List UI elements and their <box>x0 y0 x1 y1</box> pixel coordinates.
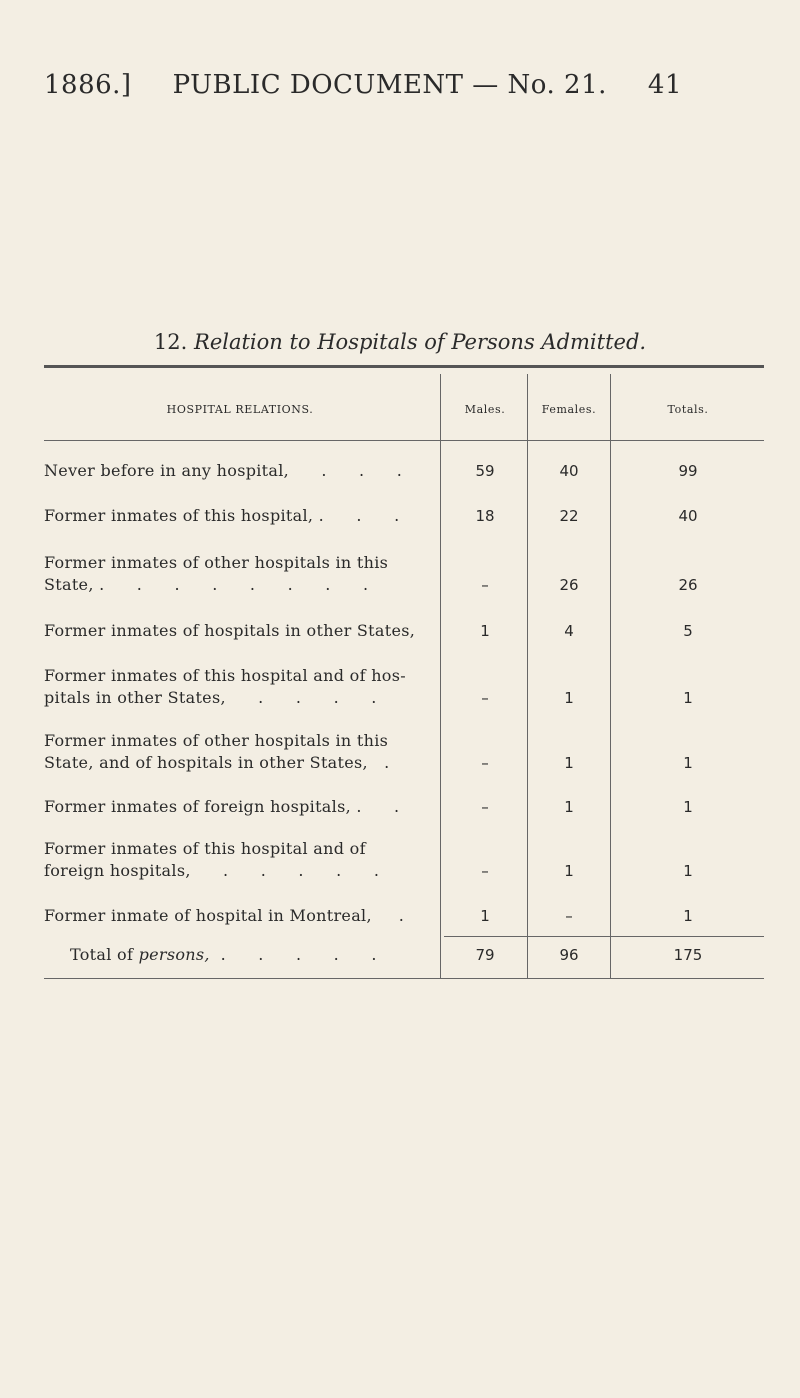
column-header-relations: HOSPITAL RELATIONS. <box>166 403 314 416</box>
cell-totals: 1 <box>683 754 693 772</box>
header-rule <box>44 440 764 441</box>
total-label: Total of persons, . . . . . <box>70 945 377 964</box>
cell-totals: 1 <box>683 689 693 707</box>
cell-totals: 1 <box>683 907 693 925</box>
total-females: 96 <box>559 946 579 964</box>
column-divider <box>527 374 528 978</box>
cell-females: 40 <box>559 462 579 480</box>
row-label: Former inmates of other hospitals in this State, and of hospitals in other States, . <box>44 731 390 772</box>
table-number: 12. <box>153 330 188 354</box>
cell-females: 22 <box>559 507 579 525</box>
cell-females: 4 <box>564 622 574 640</box>
row-label: Former inmates of this hospital, . . . <box>44 506 400 525</box>
table-title-text: Relation to Hospitals of Persons Admitted. <box>194 330 647 354</box>
cell-females: 26 <box>559 576 579 594</box>
total-totals: 175 <box>673 946 703 964</box>
column-header-totals: Totals. <box>667 403 709 416</box>
cell-females: 1 <box>564 754 574 772</box>
row-label: Former inmates of hospitals in other States, <box>44 621 416 640</box>
bottom-rule <box>44 978 764 979</box>
top-rule <box>44 365 764 368</box>
cell-totals: 99 <box>678 462 698 480</box>
row-label: Former inmates of this hospital and of foreign hospitals, . . . . . <box>44 839 380 880</box>
cell-males: 1 <box>480 907 490 925</box>
running-header <box>44 70 682 100</box>
cell-males: 1 <box>480 622 490 640</box>
cell-totals: 26 <box>678 576 698 594</box>
cell-males: – <box>481 689 489 707</box>
cell-males: – <box>481 754 489 772</box>
column-divider <box>610 374 611 978</box>
cell-males: 59 <box>475 462 495 480</box>
total-rule <box>444 936 764 937</box>
cell-totals: 5 <box>683 622 693 640</box>
cell-females: 1 <box>564 689 574 707</box>
row-label: Former inmate of hospital in Montreal, . <box>44 906 405 925</box>
total-males: 79 <box>475 946 495 964</box>
header-page-number: 41 <box>647 70 682 100</box>
table-title <box>0 330 800 354</box>
column-header-males: Males. <box>464 403 506 416</box>
row-label: Never before in any hospital, . . . <box>44 461 403 480</box>
header-year: 1886.] <box>44 70 132 100</box>
cell-females: – <box>565 907 573 925</box>
row-label: Former inmates of foreign hospitals, . . <box>44 797 400 816</box>
cell-males: – <box>481 798 489 816</box>
column-divider <box>440 374 441 978</box>
cell-totals: 1 <box>683 798 693 816</box>
cell-males: – <box>481 576 489 594</box>
cell-totals: 1 <box>683 862 693 880</box>
row-label: Former inmates of other hospitals in this State, . . . . . . . . <box>44 553 389 594</box>
row-label: Former inmates of this hospital and of hos- pitals in other States, . . . . <box>44 666 406 707</box>
cell-males: – <box>481 862 489 880</box>
header-document-title: PUBLIC DOCUMENT — No. 21. <box>172 70 607 100</box>
cell-females: 1 <box>564 798 574 816</box>
cell-males: 18 <box>475 507 495 525</box>
cell-females: 1 <box>564 862 574 880</box>
cell-totals: 40 <box>678 507 698 525</box>
column-header-females: Females. <box>541 403 597 416</box>
